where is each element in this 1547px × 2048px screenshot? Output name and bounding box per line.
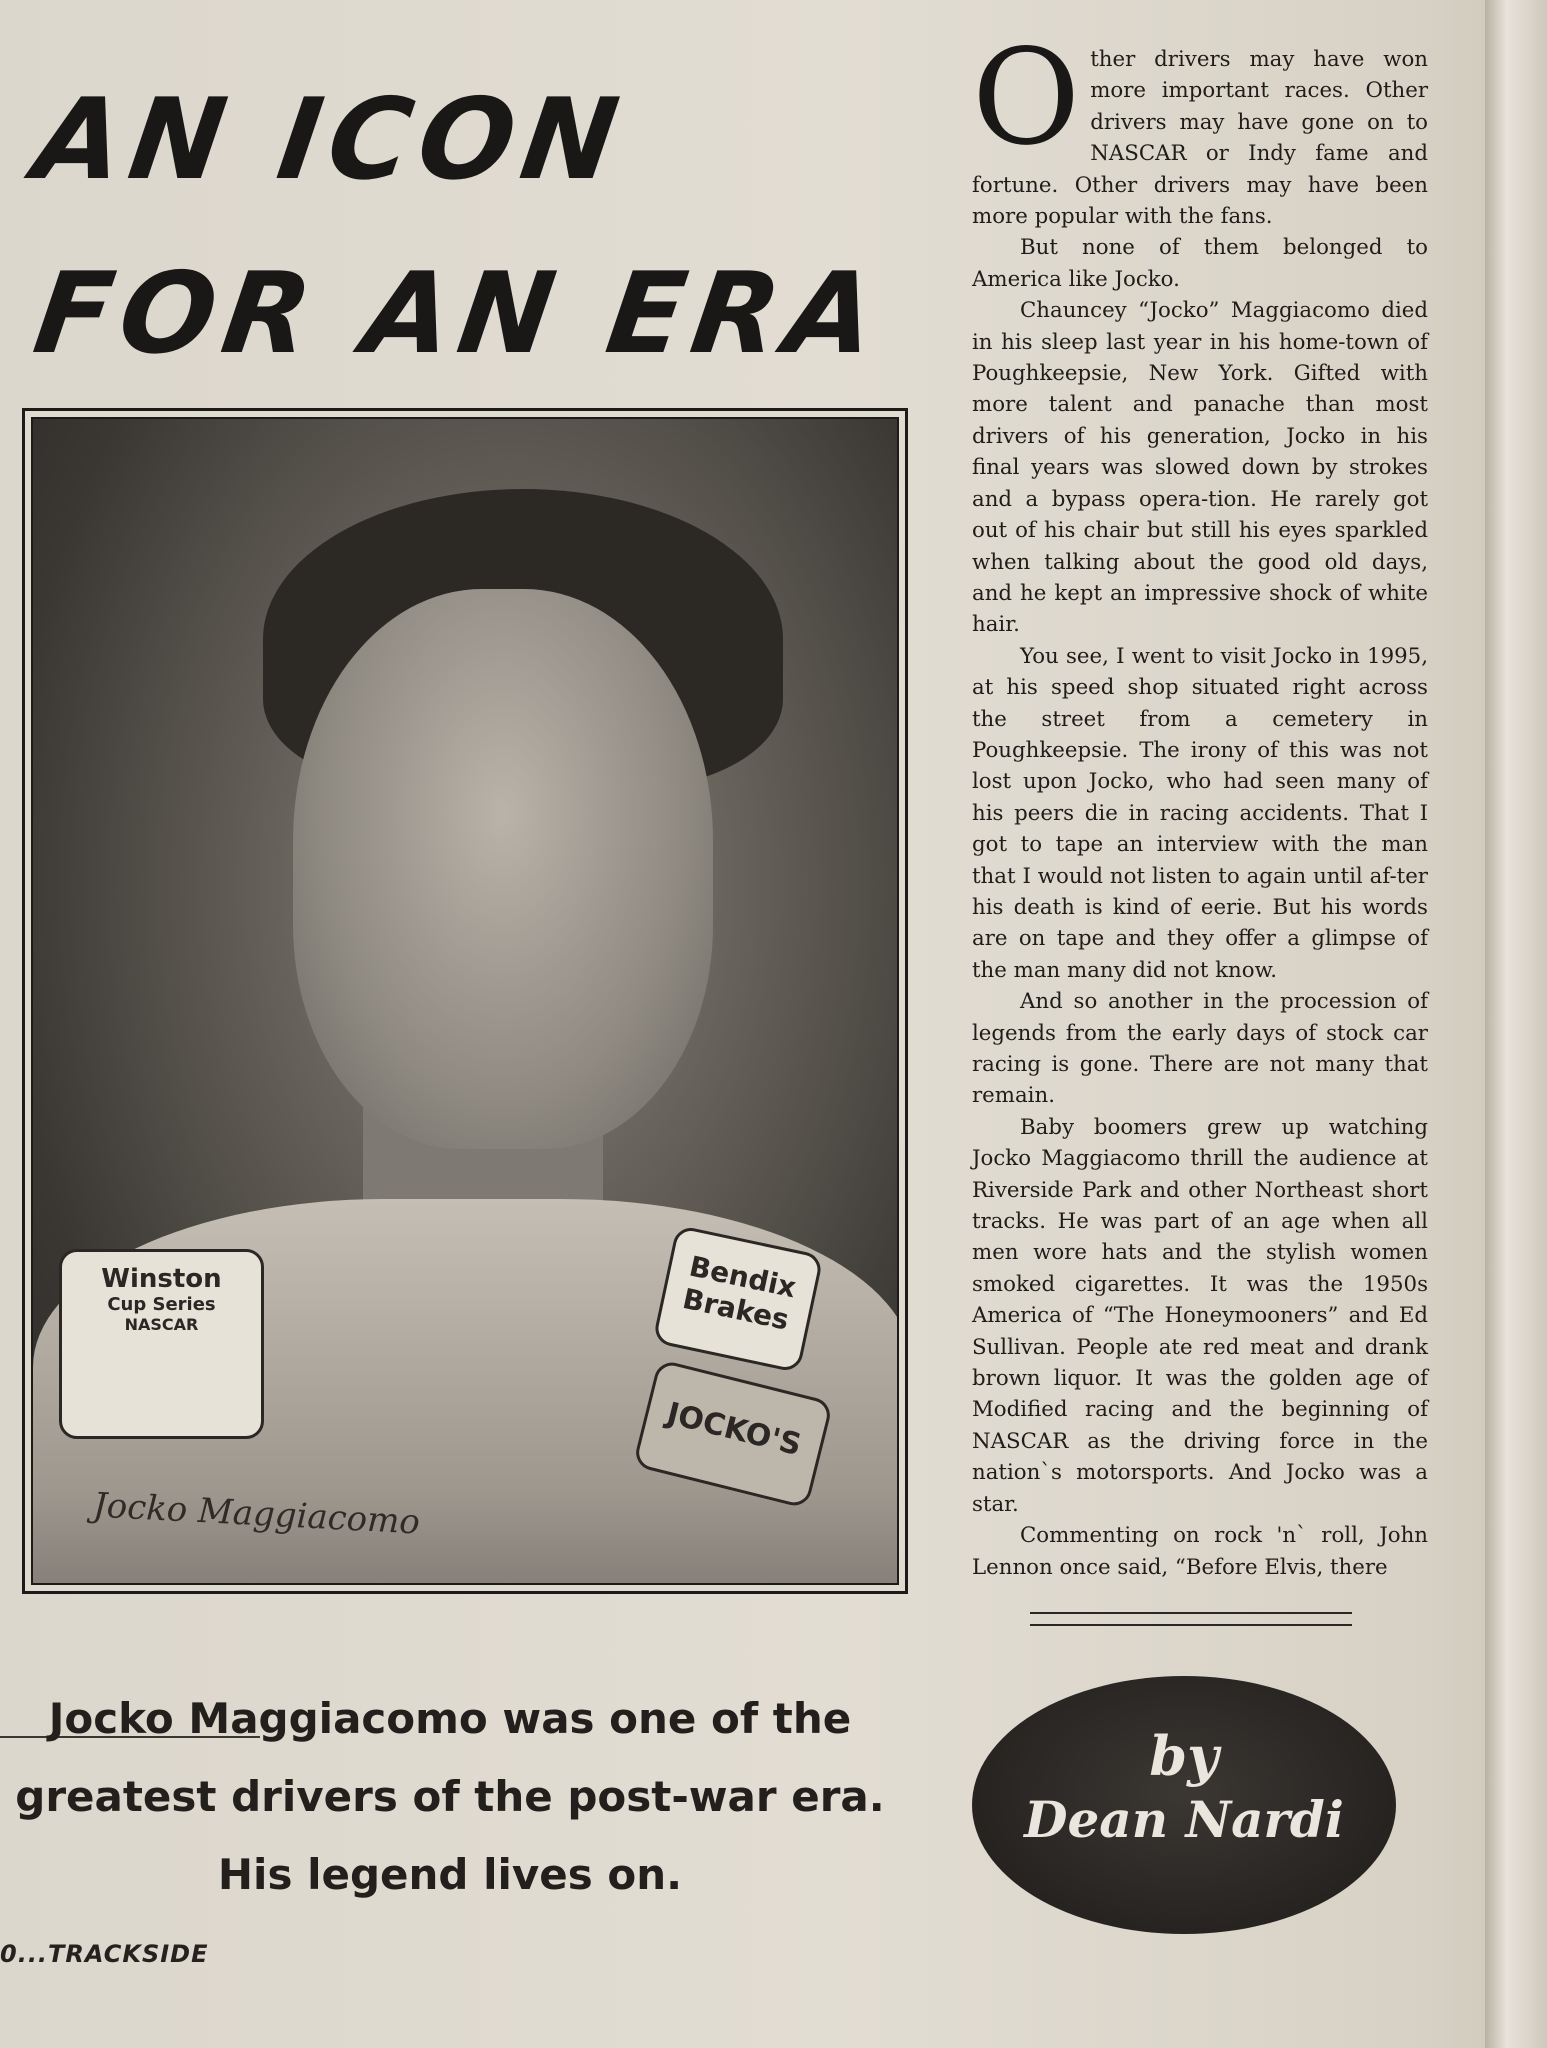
bendix-brakes-patch: Bendix Brakes [652, 1225, 824, 1374]
drop-cap: O [972, 21, 1081, 175]
article-paragraph-4: You see, I went to visit Jocko in 1995, at his speed shop situated right across the street from a cemetery in Poughkeepsie. The irony of this was not lost upon Jocko, who had seen many of his peers die in racing accidents. That I got to tape an interview with the man that I would not listen to again until af-ter his death is kind of eerie. But his words are on tape and they offer a glimpse of the man many did not know. [972, 643, 1428, 983]
article-paragraph-6: Baby boomers grew up watching Jocko Maggiacomo thrill the audience at Riverside Park and other Northeast short tracks. He was part of an age when all men wore hats and the stylish women smoked cigarettes. It was the 1950s America of “The Honeymooners” and Ed Sullivan. People ate red meat and drank brown liquor. It was the golden age of Modified racing and the beginning of NASCAR as the driving force in the nation`s motorsports. And Jocko was a star. [972, 1114, 1428, 1517]
article-body [972, 21, 1428, 1583]
driver-photo-frame [22, 408, 908, 1594]
patch-winston-text: Winston [101, 1264, 222, 1294]
embroidered-signature: Jocko Maggiacomo [92, 1485, 421, 1543]
tagline-line-2: greatest drivers of the post-war era. [15, 1772, 885, 1821]
article-paragraph-2: But none of them belonged to America like Jocko. [972, 235, 1428, 292]
patch-nascar-text: NASCAR [124, 1315, 199, 1334]
byline-by: by [1149, 1724, 1219, 1788]
tagline-line-3: His legend lives on. [217, 1850, 683, 1899]
article-paragraph-5: And so another in the procession of legends from the early days of stock car racing is gone. There are not many that remain. [972, 989, 1428, 1109]
headline-line-1: AN ICON [26, 75, 634, 205]
patch-cup-series-text: Cup Series [107, 1294, 216, 1315]
driver-photo [31, 417, 899, 1585]
page-footer: 0...TRACKSIDE [0, 1940, 209, 1968]
byline-author: Dean Nardi [1024, 1790, 1344, 1849]
byline-double-rule [1030, 1612, 1352, 1626]
photo-face-shape [293, 589, 713, 1149]
article-paragraph-1-text: ther drivers may have won more important races. Other drivers may have gone on to NASCAR or Indy fame and fortune. Other drivers may have been more popular with the fans. [972, 47, 1428, 230]
book-spine-shadow [1485, 0, 1547, 2048]
headline-line-2: FOR AN ERA [26, 249, 891, 379]
byline-oval [972, 1676, 1396, 1934]
article-paragraph-1 [972, 21, 1428, 232]
jockos-patch: JOCKO'S [632, 1359, 833, 1509]
article-paragraph-3: Chauncey “Jocko” Maggiacomo died in his sleep last year in his home-town of Poughkeepsie, New York. Gifted with more talent and panache than most drivers of his generation, Jocko in his final years was slowed down by strokes and a bypass opera-tion. He rarely got out of his chair but still his eyes sparkled when talking about the good old days, and he kept an impressive shock of white hair. [972, 298, 1428, 638]
tagline-line-1: Jocko Maggiacomo was one of the [48, 1694, 852, 1743]
tagline [0, 1680, 900, 1914]
winston-cup-patch [59, 1249, 264, 1439]
article-paragraph-7: Commenting on rock 'n` roll, John Lennon once said, “Before Elvis, there [972, 1523, 1428, 1580]
